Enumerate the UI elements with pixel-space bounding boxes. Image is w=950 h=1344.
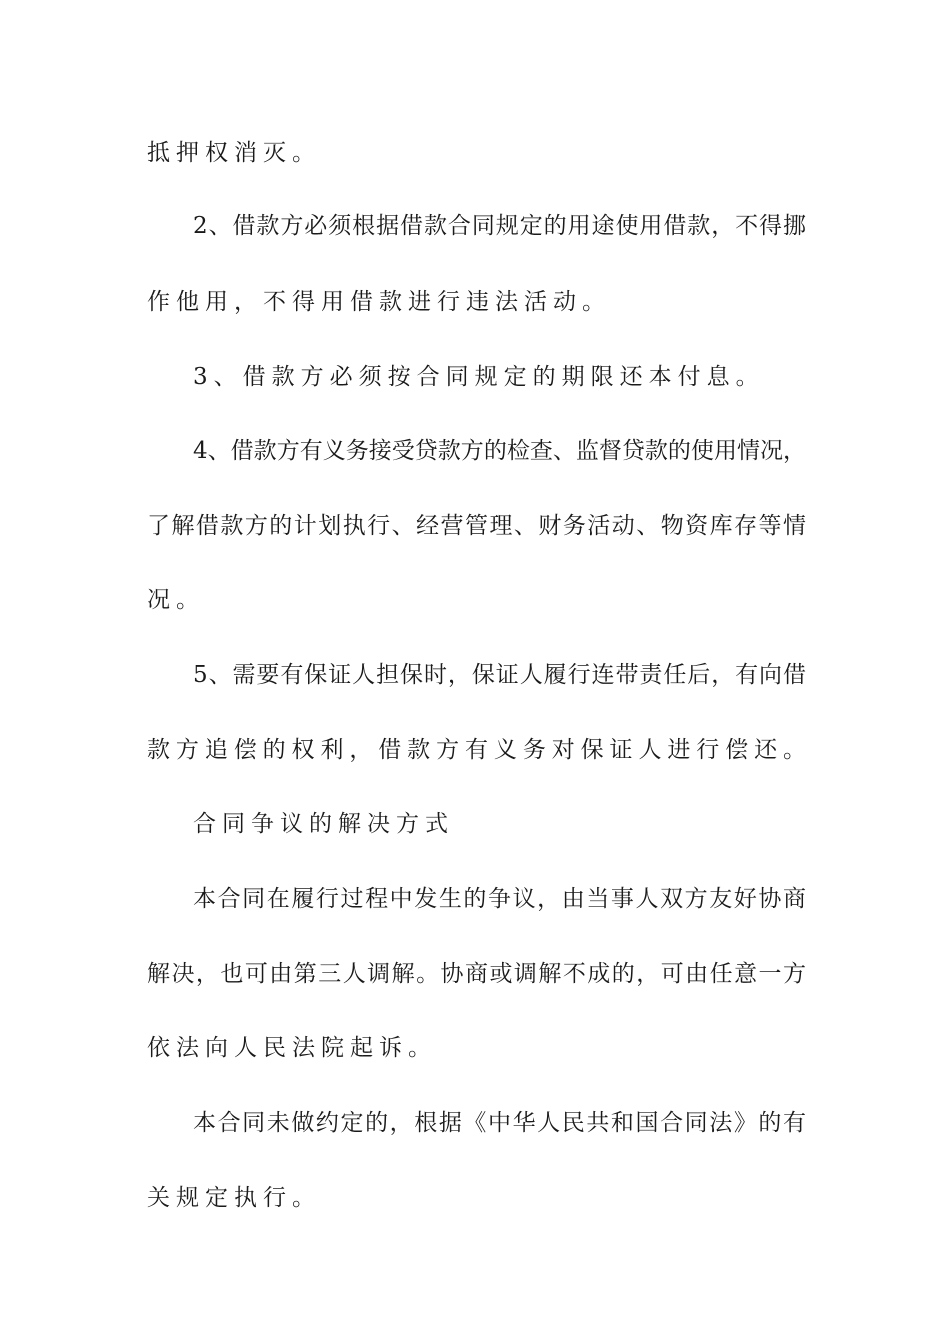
text-line	[0, 879, 950, 919]
line-text: 了解借款方的计划执行、经营管理、财务活动、物资库存等情	[147, 513, 808, 539]
text-line	[0, 431, 950, 471]
text-line	[0, 133, 950, 173]
text-line	[0, 730, 950, 770]
section-heading	[0, 804, 950, 844]
line-text: 本合同在履行过程中发生的争议，由当事人双方友好协商	[193, 886, 808, 912]
line-text: 作他用，不得用借款进行违法活动。	[147, 289, 611, 315]
line-text: 关规定执行。	[147, 1185, 321, 1211]
line-text: 解决，也可由第三人调解。协商或调解不成的，可由任意一方	[147, 961, 808, 987]
text-line	[0, 580, 950, 620]
line-text: 2、借款方必须根据借款合同规定的用途使用借款，不得挪	[193, 213, 807, 239]
text-line	[0, 655, 950, 695]
line-text: 本合同未做约定的，根据《中华人民共和国合同法》的有	[193, 1110, 808, 1136]
line-text: 抵押权消灭。	[147, 140, 321, 166]
text-line	[0, 357, 950, 397]
text-line	[0, 954, 950, 994]
text-line	[0, 1103, 950, 1143]
text-line	[0, 1178, 950, 1218]
line-text: 合同争议的解决方式	[193, 811, 454, 837]
line-text: 依法向人民法院起诉。	[147, 1035, 437, 1061]
text-line	[0, 506, 950, 546]
text-line	[0, 1028, 950, 1068]
line-text: 5、需要有保证人担保时，保证人履行连带责任后，有向借	[193, 662, 807, 688]
line-text: 况。	[147, 587, 205, 613]
line-text: 3、借款方必须按合同规定的期限还本付息。	[193, 364, 765, 390]
text-line	[0, 282, 950, 322]
text-line	[0, 206, 950, 246]
line-text: 款方追偿的权利，借款方有义务对保证人进行偿还。	[147, 737, 812, 763]
line-text: 4、借款方有义务接受贷款方的检查、监督贷款的使用情况，	[193, 438, 807, 464]
